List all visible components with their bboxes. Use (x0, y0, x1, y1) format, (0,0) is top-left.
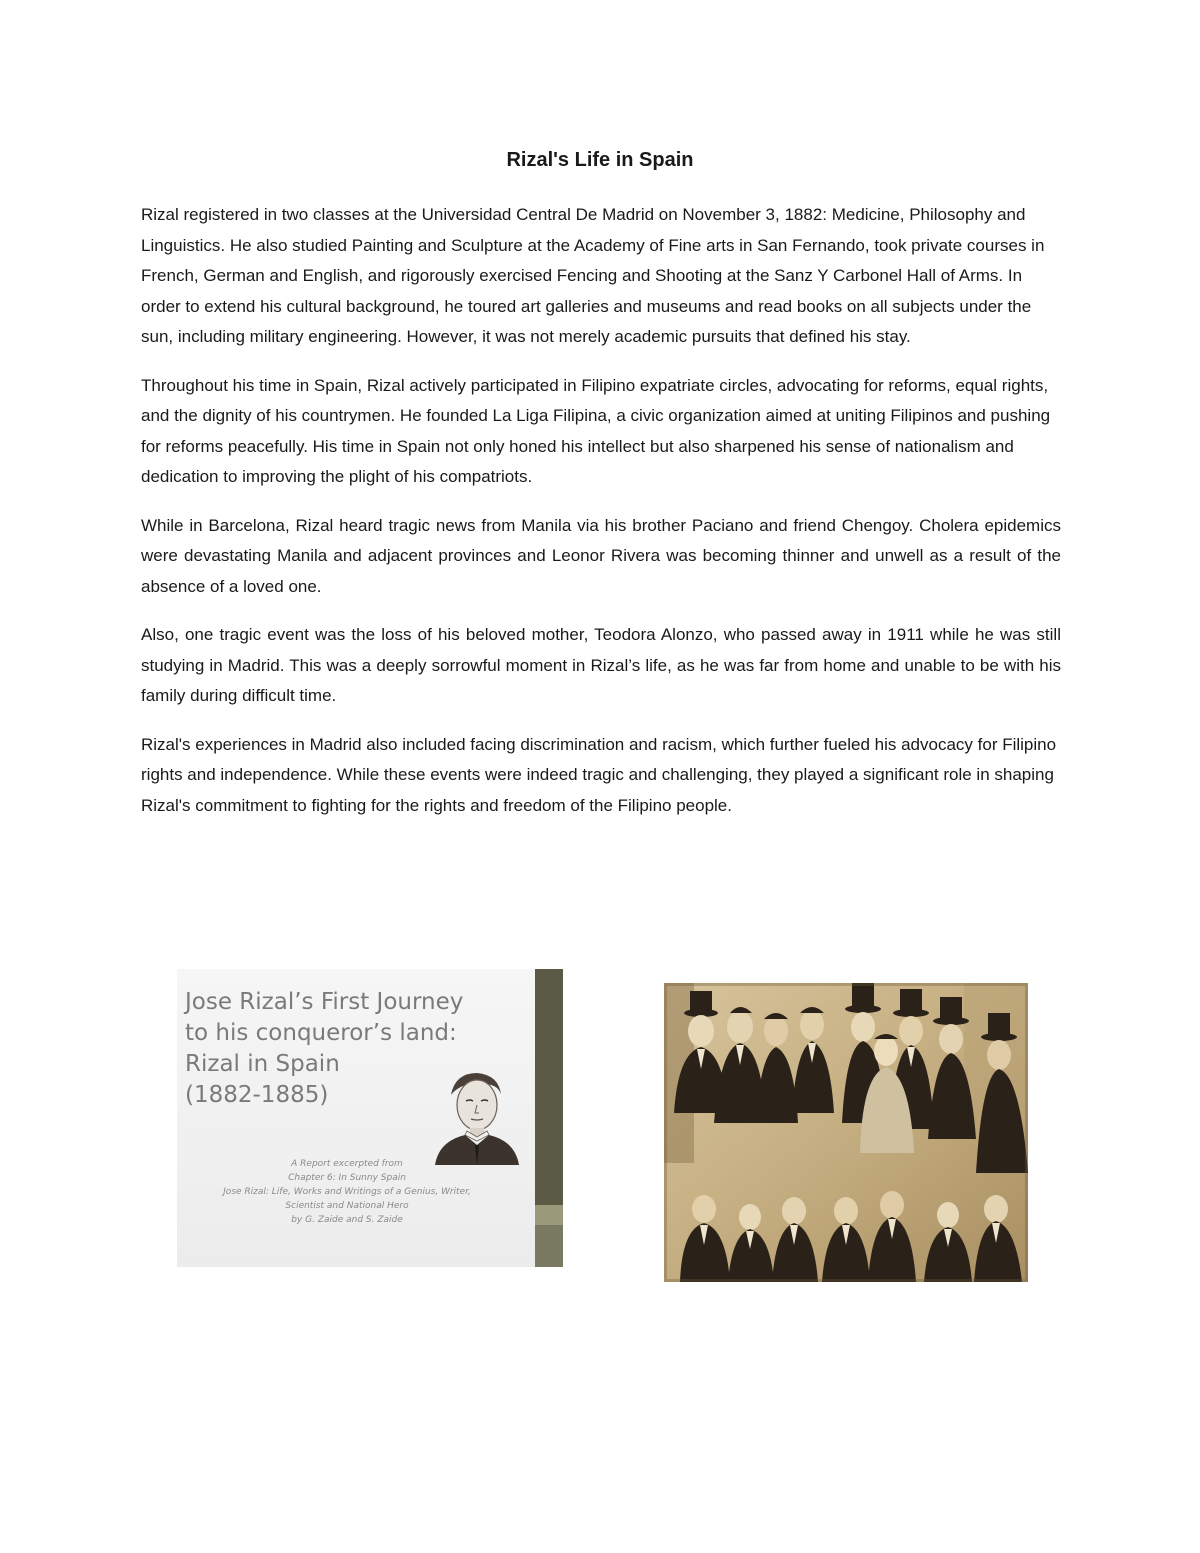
group-photo-illustration (664, 983, 1028, 1282)
cover-headline-line-1: Jose Rizal’s First Journey (185, 989, 464, 1015)
cover-credit-line-3: Jose Rizal: Life, Works and Writings of a Genius, Writer, (223, 1187, 471, 1197)
body-text (141, 200, 1061, 839)
cover-credit-line-1: A Report excerpted from (291, 1159, 403, 1169)
paragraph-5: Rizal's experiences in Madrid also included facing discrimination and racism, which further fueled his advocacy for Filipino rights and independence. While these events were indeed tragic and challenging, they played a significant role in shaping Rizal's commitment to fighting for the rights and freedom of the Filipino people. (141, 734, 1057, 815)
cover-headline-line-2: to his conqueror’s land: (185, 1020, 457, 1046)
paragraph-4: Also, one tragic event was the loss of his beloved mother, Teodora Alonzo, who passed away in 1911 while he was still studying in Madrid. This was a deeply sorrowful moment in Rizal’s life, as he was far from home and unable to be with his family during difficult time. (141, 625, 1061, 705)
filipino-expatriates-group-photo (664, 983, 1028, 1282)
cover-credits (197, 1157, 497, 1227)
paragraph-3: While in Barcelona, Rizal heard tragic news from Manila via his brother Paciano and friend Chengoy. Cholera epidemics were devastating Manila and adjacent provinces and Leonor Rivera was becoming thinner and unwell as a result of the absence of a loved one. (141, 515, 1061, 596)
cover-credit-line-4: Scientist and National Hero (285, 1201, 409, 1211)
page-title: Rizal's Life in Spain (506, 149, 694, 171)
paragraph-1: Rizal registered in two classes at the Universidad Central De Madrid on November 3, 1882: Medicine, Philosophy and Linguistics. He also studied Painting and Sculpture at the Academy of Fine arts in San Fernando, took private courses in French, German and English, and rigorously exercised Fencing and Shooting at the Sanz Y Carbonel Hall of Arms. In order to extend his cultural background, he toured art galleries and museums and read books on all subjects under the sun, including military engineering. However, it was not merely academic pursuits that defined his stay. (141, 205, 1045, 346)
cover-side-bar-accent (535, 1205, 563, 1225)
cover-headline-line-4: (1882-1885) (185, 1082, 329, 1108)
rizal-portrait-sketch (421, 1065, 525, 1165)
rizal-in-spain-cover-image (177, 969, 563, 1267)
cover-side-bar-lower (535, 1225, 563, 1267)
cover-credit-line-2: Chapter 6: In Sunny Spain (288, 1173, 406, 1183)
cover-headline-line-3: Rizal in Spain (185, 1051, 340, 1077)
paragraph-2: Throughout his time in Spain, Rizal actively participated in Filipino expatriate circles, advocating for reforms, equal rights, and the dignity of his countrymen. He founded La Liga Filipina, a civic organization aimed at uniting Filipinos and pushing for reforms peacefully. His time in Spain not only honed his intellect but also sharpened his sense of nationalism and dedication to improving the plight of his compatriots. (141, 375, 1051, 486)
cover-credit-line-5: by G. Zaide and S. Zaide (291, 1215, 403, 1225)
